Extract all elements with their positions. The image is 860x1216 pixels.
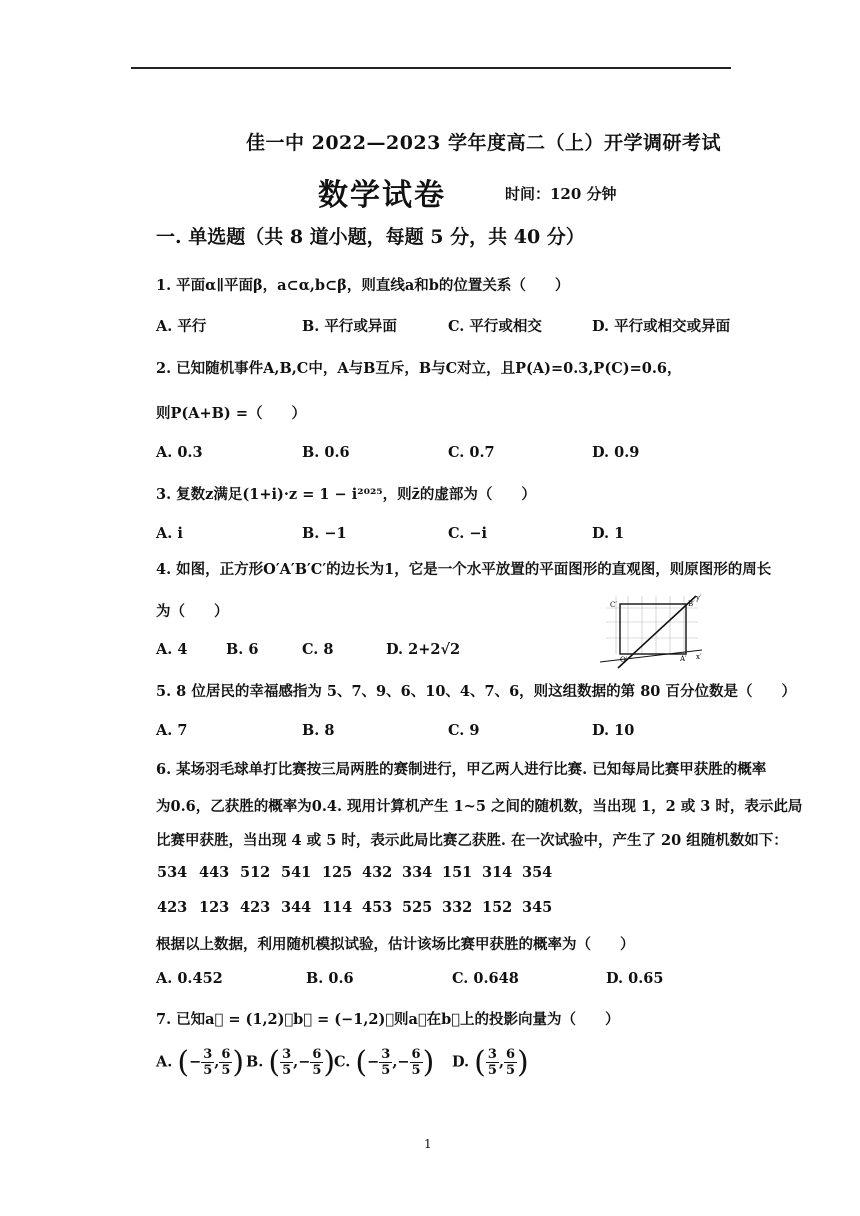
random-number: 151 (442, 864, 473, 881)
random-number: 512 (240, 864, 271, 881)
x-axis-line (600, 650, 702, 662)
random-number: 314 (482, 864, 513, 881)
random-number: 345 (522, 899, 553, 916)
q5-option-b: B. 8 (302, 722, 335, 739)
q2-option-a: A. 0.3 (156, 444, 203, 461)
random-number: 423 (240, 899, 271, 916)
q2-stem: 2. 已知随机事件A,B,C中，A与B互斥，B与C对立，且P(A)=0.3,P(C)=0.6， (156, 360, 682, 377)
exam-subtitle: 数学试卷 (318, 178, 446, 213)
q2-option-b: B. 0.6 (302, 444, 350, 461)
q1-option-c: C. 平行或相交 (448, 318, 542, 335)
q6-option-b: B. 0.6 (306, 970, 354, 987)
q5-option-c: C. 9 (448, 722, 480, 739)
random-number: 114 (322, 899, 353, 916)
q6-option-a: A. 0.452 (156, 970, 223, 987)
q1-option-d: D. 平行或相交或异面 (592, 318, 731, 335)
q7-stem: 7. 已知a⃗ = (1,2)，b⃗ = (−1,2)，则a⃗在b⃗上的投影向量为（ ） (156, 1011, 620, 1028)
random-number: 332 (442, 899, 473, 916)
q5-option-d: D. 10 (592, 722, 635, 739)
q1-option-b: B. 平行或异面 (302, 318, 397, 335)
q6-line-2: 为0.6，乙获胜的概率为0.4. 现用计算机产生 1~5 之间的随机数，当出现 1，2 或 3 时，表示此局 (156, 798, 803, 815)
q4-option-a: A. 4 (156, 641, 188, 658)
label-b: B′ (688, 600, 695, 608)
random-number: 152 (482, 899, 513, 916)
q4-option-c: C. 8 (302, 641, 334, 658)
random-number: 432 (362, 864, 393, 881)
random-number: 354 (522, 864, 553, 881)
exam-title: 佳一中 2022—2023 学年度高二（上）开学调研考试 (246, 132, 721, 154)
exam-time: 时间：120 分钟 (505, 185, 617, 203)
q7-option-d: D. ( $\frac{3}{5}$ , $\frac{6}{5}$ ) (452, 1045, 529, 1080)
square-outline (620, 604, 686, 654)
q2-option-c: C. 0.7 (448, 444, 495, 461)
q2-stem-continued: 则P(A+B) =（ ） (156, 405, 306, 422)
q7-option-b: B. ( $\frac{3}{5}$ ,− $\frac{6}{5}$ ) (246, 1045, 336, 1080)
q6-option-c: C. 0.648 (452, 970, 519, 987)
q3-option-d: D. 1 (592, 525, 625, 542)
q4-stem: 4. 如图，正方形O′A′B′C′的边长为1，它是一个水平放置的平面图形的直观图，则原图形的周长 (156, 561, 772, 578)
label-o: O′ (620, 656, 628, 664)
random-number: 344 (281, 899, 312, 916)
random-number: 334 (402, 864, 433, 881)
label-y: y′ (696, 594, 702, 602)
q6-line-1: 6. 某场羽毛球单打比赛按三局两胜的赛制进行，甲乙两人进行比赛. 已知每局比赛甲获胜的概率 (156, 761, 767, 778)
q7-option-a: A. (− $\frac{3}{5}$ , $\frac{6}{5}$ ) (156, 1045, 245, 1080)
q1-option-a: A. 平行 (156, 318, 207, 335)
q7-option-c: C. (− $\frac{3}{5}$ ,− $\frac{6}{5}$ ) (334, 1045, 435, 1080)
random-number: 534 (157, 864, 188, 881)
q3-option-c: C. −i (448, 525, 488, 542)
random-number: 423 (157, 899, 188, 916)
section-heading: 一. 单选题（共 8 道小题，每题 5 分，共 40 分） (156, 226, 585, 248)
page-number: 1 (424, 1137, 432, 1151)
label-c: C′ (610, 601, 617, 609)
label-x: x′ (696, 653, 702, 661)
random-number: 443 (199, 864, 230, 881)
q4-option-d: D. 2+2√2 (386, 641, 461, 658)
q6-line-3: 比赛甲获胜，当出现 4 或 5 时，表示此局比赛乙获胜. 在一次试验中，产生了 20 组随机数如下： (156, 832, 788, 849)
random-number: 123 (199, 899, 230, 916)
q4-stem-continued: 为（ ） (156, 603, 229, 620)
random-number: 525 (402, 899, 433, 916)
q5-option-a: A. 7 (156, 722, 188, 739)
random-number: 541 (281, 864, 312, 881)
q2-option-d: D. 0.9 (592, 444, 640, 461)
random-number: 453 (362, 899, 393, 916)
q5-stem: 5. 8 位居民的幸福感指为 5、7、9、6、10、4、7、6，则这组数据的第 80 百分位数是（ ） (156, 683, 796, 700)
q3-option-b: B. −1 (302, 525, 347, 542)
q3-option-a: A. i (156, 525, 183, 542)
q1-stem: 1. 平面α∥平面β，a⊂α,b⊂β，则直线a和b的位置关系（ ） (156, 277, 570, 294)
q6-line-4: 根据以上数据，利用随机模拟试验，估计该场比赛甲获胜的概率为（ ） (156, 936, 635, 953)
label-a: A′ (680, 655, 687, 663)
q4-option-b: B. 6 (226, 641, 259, 658)
header-rule (131, 67, 731, 69)
q6-option-d: D. 0.65 (606, 970, 664, 987)
q3-stem: 3. 复数z满足(1+i)·z = 1 − i²⁰²⁵，则z̄的虚部为（ ） (156, 486, 536, 503)
q4-figure (598, 592, 704, 670)
random-number: 125 (322, 864, 353, 881)
